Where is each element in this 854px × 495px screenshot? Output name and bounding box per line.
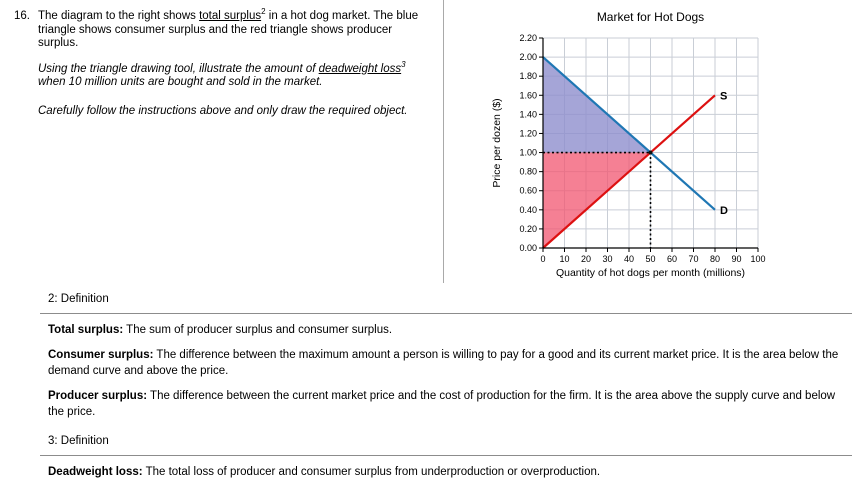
question-p1-post: in a hot dog market. The blue triangle shows consumer surplus and the red triangle shows producer surplus. (38, 10, 419, 49)
deadweight-loss-text: The total loss of producer and consumer surplus from underproduction or overproduction. (142, 465, 601, 478)
question-text (38, 7, 434, 118)
x-axis-title: Quantity of hot dogs per month (millions) (555, 267, 746, 279)
chart-title: Market for Hot Dogs (596, 10, 705, 24)
producer-surplus-definition (40, 389, 844, 420)
y-tick-label: 0.60 (519, 185, 537, 196)
y-tick-label: 1.60 (519, 90, 537, 101)
consumer-surplus-text: The difference between the maximum amount a person is willing to pay for a good and its current market price. It is the area below the demand curve and above the price. (48, 349, 839, 377)
y-tick-label: 1.80 (519, 71, 537, 82)
chart-panel (488, 10, 798, 289)
question-p2-post: when 10 million units are bought and sold in the market. (38, 76, 323, 88)
equilibrium-point (649, 151, 653, 155)
question-paragraph-1 (38, 7, 434, 51)
question-paragraph-3: Carefully follow the instructions above and only draw the required object. (38, 104, 408, 117)
y-tick-label: 1.00 (519, 147, 537, 158)
y-tick-label: 1.20 (519, 128, 537, 139)
definition-3-header: 3: Definition (48, 435, 109, 447)
y-axis-title: Price per dozen ($) (491, 98, 503, 188)
deadweight-loss-term: Deadweight loss: (48, 465, 143, 478)
y-tick-label: 2.00 (519, 52, 537, 63)
footnote-3-superscript[interactable]: 3 (401, 59, 406, 69)
definitions-section (40, 292, 852, 490)
supply-label: S (720, 90, 728, 103)
total-surplus-link[interactable]: total surplus (199, 10, 262, 22)
chart-svg[interactable] (488, 26, 798, 286)
deadweight-loss-definition (40, 465, 844, 481)
x-tick-label: 40 (623, 254, 635, 264)
question-paragraph-2 (38, 59, 434, 90)
x-tick-label: 100 (750, 254, 766, 264)
producer-surplus-term: Producer surplus: (48, 390, 148, 402)
y-tick-label: 0.80 (519, 166, 537, 177)
producer-surplus-text: The difference between the current market price and the cost of production for the firm. It is the area above the supply curve and below the price. (48, 390, 836, 418)
x-tick-label: 0 (540, 254, 546, 264)
x-tick-label: 90 (731, 254, 742, 264)
question-block (14, 7, 438, 118)
x-tick-label: 50 (645, 254, 656, 264)
question-p1-pre: The diagram to the right shows (38, 10, 200, 22)
consumer-surplus-term: Consumer surplus: (48, 349, 154, 361)
vertical-divider (443, 0, 444, 283)
x-tick-label: 60 (666, 254, 678, 264)
question-number: 16. (14, 10, 30, 22)
x-tick-label: 10 (559, 254, 570, 264)
question-p2-pre: Using the triangle drawing tool, illustrate the amount of (38, 62, 319, 75)
x-tick-label: 20 (580, 254, 592, 264)
consumer-surplus-definition (40, 348, 844, 379)
demand-label: D (720, 204, 728, 217)
deadweight-loss-link[interactable]: deadweight loss (318, 62, 402, 75)
definition-2-header: 2: Definition (48, 293, 109, 305)
y-tick-label: 0.20 (519, 223, 537, 234)
x-tick-label: 30 (602, 254, 613, 264)
y-tick-label: 0.40 (519, 204, 537, 215)
y-tick-label: 2.20 (519, 33, 537, 43)
total-surplus-definition (40, 323, 844, 339)
total-surplus-term: Total surplus: (48, 323, 124, 336)
y-tick-label: 1.40 (519, 109, 537, 120)
definition-3-rule (40, 455, 852, 456)
x-tick-label: 70 (688, 254, 699, 264)
total-surplus-text: The sum of producer surplus and consumer surplus. (123, 323, 393, 336)
y-tick-label: 0.00 (519, 243, 537, 253)
definition-2-rule (40, 313, 852, 314)
x-tick-label: 80 (709, 254, 721, 264)
footnote-2-superscript[interactable]: 2 (261, 7, 266, 17)
